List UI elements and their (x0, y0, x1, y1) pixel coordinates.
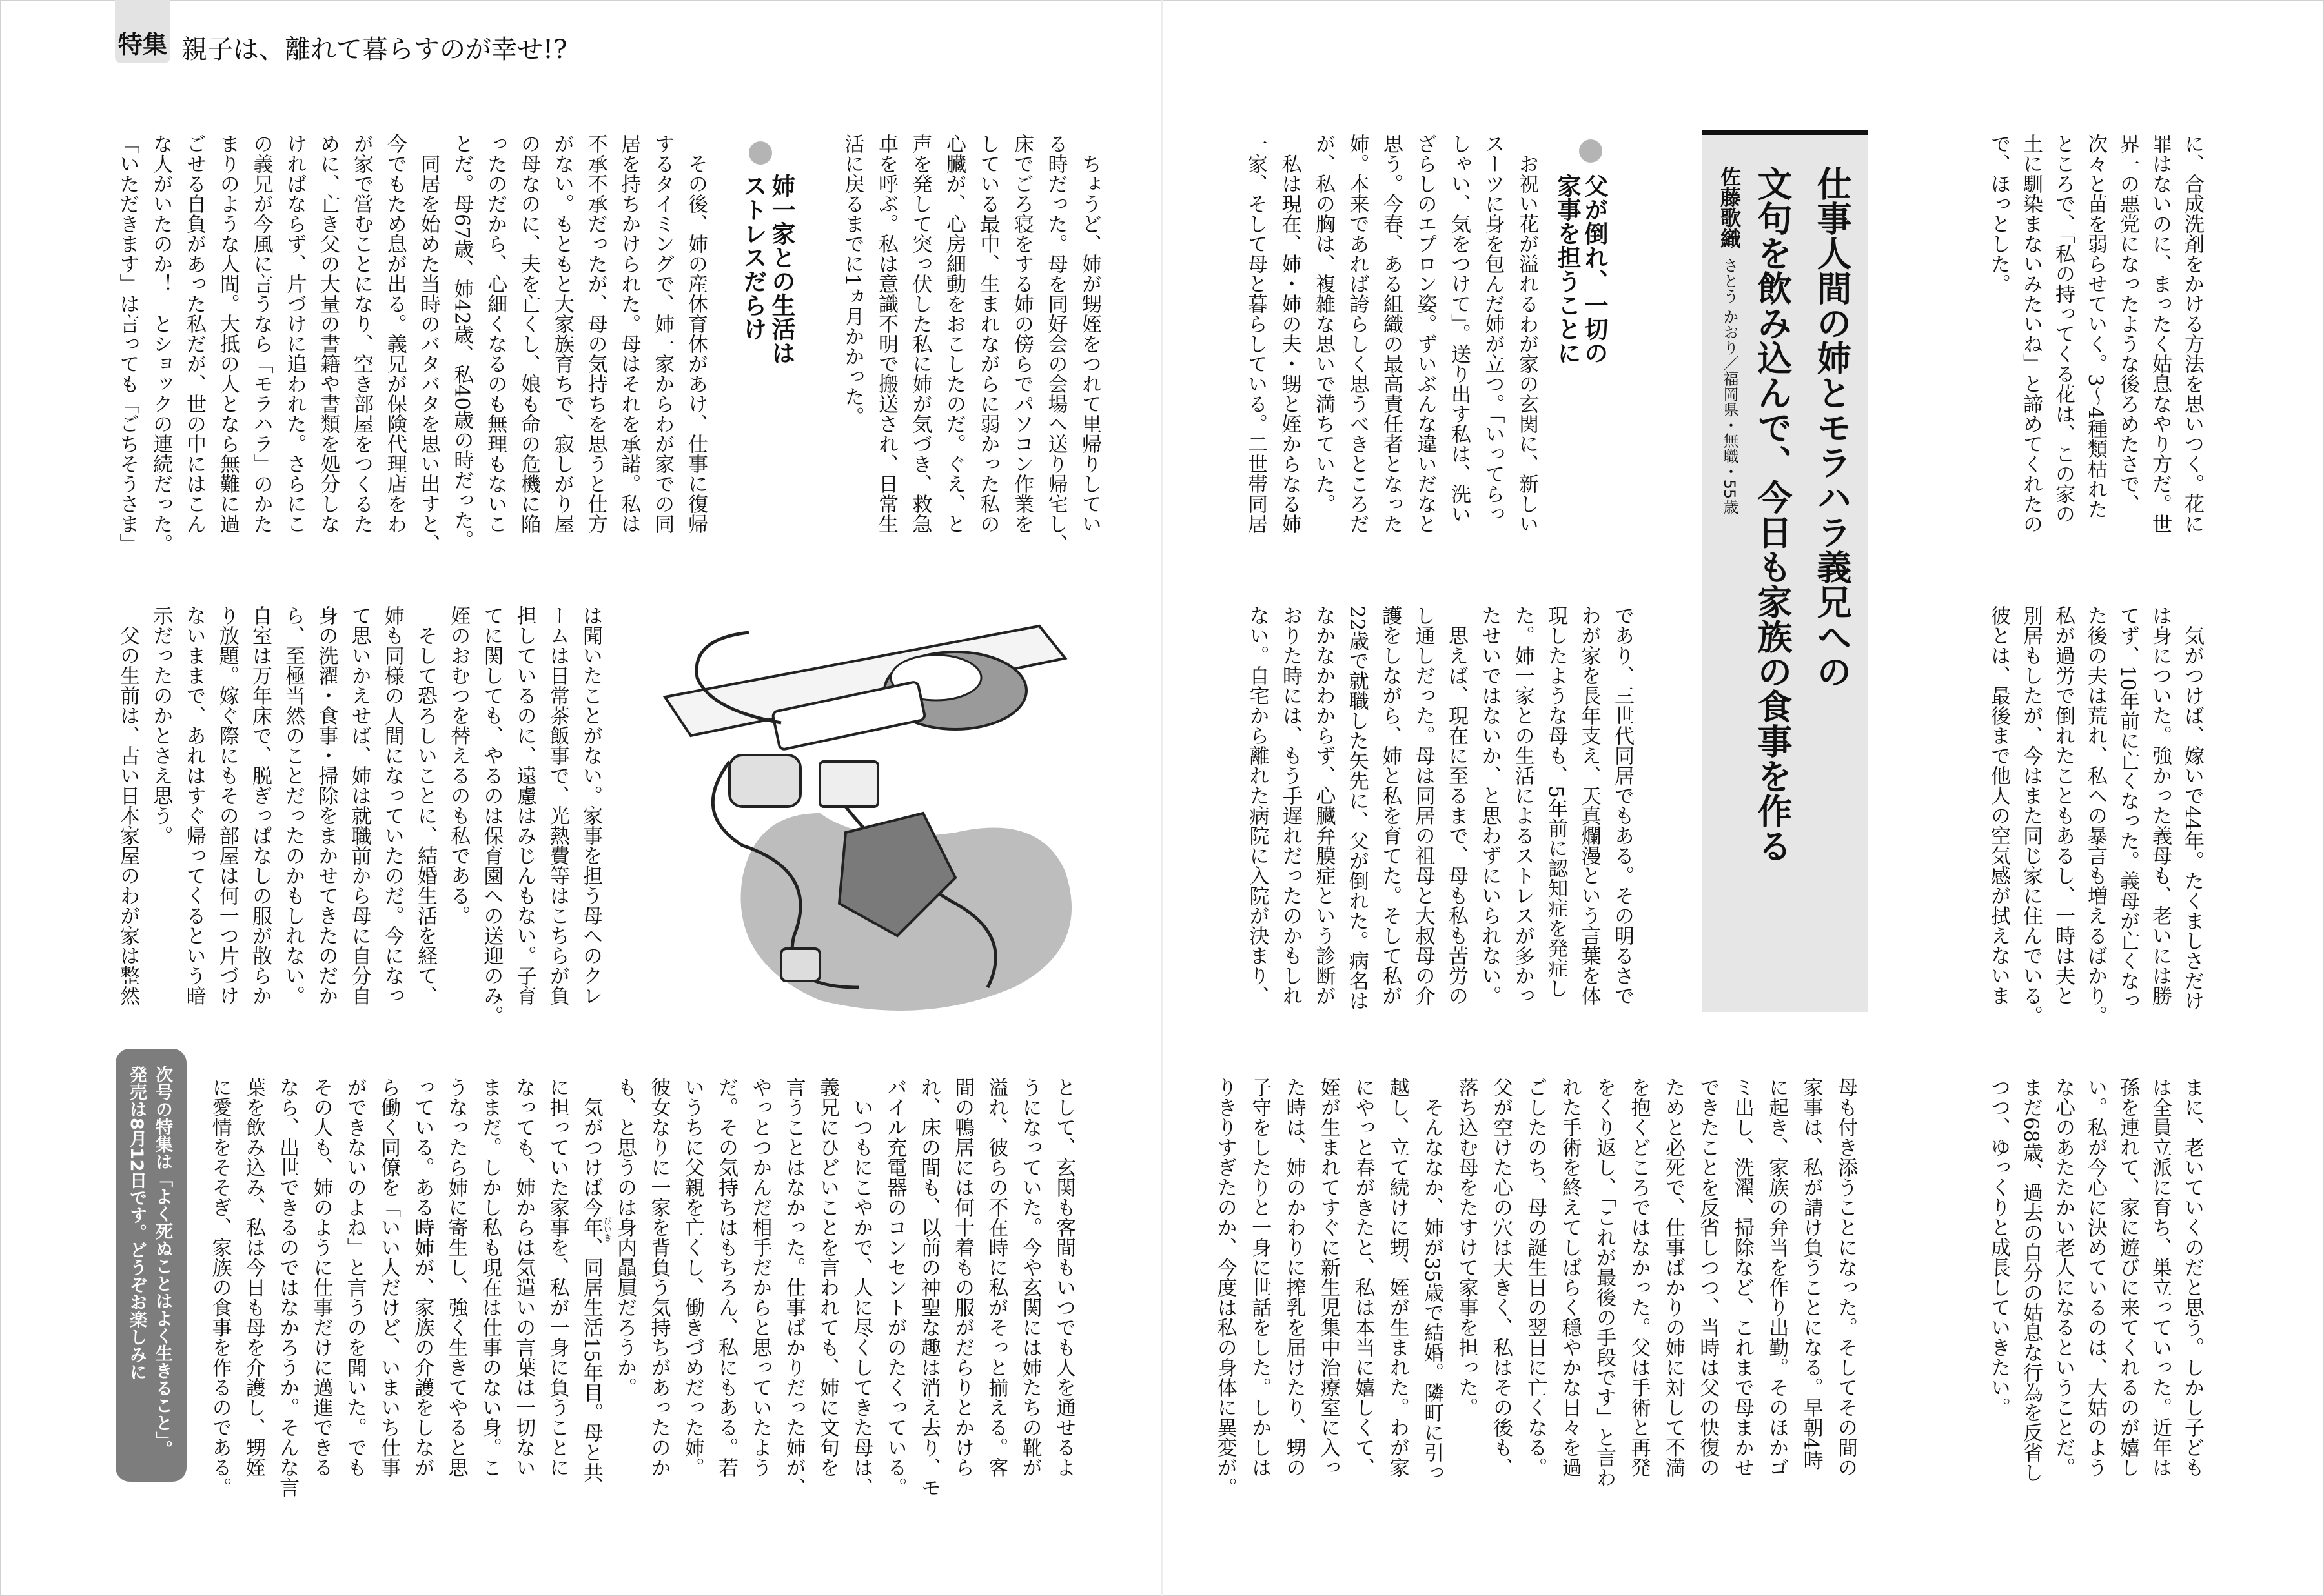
text-column: まりのような人間。大抵の人となら無難に過 (216, 134, 240, 534)
text-column: 孫を連れて、家に遊びに来てくれるのが嬉し (2116, 1077, 2139, 1477)
text-column: てに関しても、やるのは保育園への送迎のみ。 (480, 605, 504, 1025)
text-column: 声を発して突っ伏した私に姉が気づき、救急 (908, 134, 932, 534)
text-column: で、ほっとした。 (1987, 134, 2010, 294)
text-column: な人がいたのか！ とショックの連続だった。 (149, 134, 173, 554)
text-column: いつもにこやかで、人に尽くしてきた母は、 (850, 1077, 873, 1497)
text-column: てず、10年前に亡くなった。義母が亡くなっ (2116, 605, 2139, 1011)
text-column: が家で営むことになり、空き部屋をつくるた (350, 134, 374, 534)
author-meta: さとう かおり／福岡県・無職・55歳 (1720, 258, 1738, 515)
text-column: に担っていた家事を、私が一身に負うことに (545, 1077, 569, 1477)
text-column: な心のあたたかい老人になるということだ。 (2052, 1077, 2075, 1477)
text-block-right-a3 (1983, 1077, 2208, 1490)
text-block-right-b1 (1239, 134, 1544, 547)
text-column: 姪が生まれてすぐに新生児集中治療室に入っ (1316, 1077, 1340, 1477)
text-column: ないままで、あれはすぐ帰ってくるという暗 (182, 605, 206, 1005)
text-column: 義兄にひどいことを言われても、姉に文句を (815, 1077, 839, 1477)
text-block-right-b2 (1240, 605, 1638, 1018)
text-column: だ。その気持ちはもちろん、私にもある。若 (715, 1077, 739, 1477)
text-column: ができないのよね」と言うのを聞いた。でも (343, 1077, 367, 1477)
text-column: に、合成洗剤をかける方法を思いつく。花に (2181, 134, 2204, 534)
text-column: 葉を飲み込み、私は今日も母を介護し、甥姪 (241, 1077, 265, 1477)
text-block-left-3 (203, 1077, 1081, 1497)
illustration-plug (781, 949, 820, 981)
heading-line: 姉一家との生活は (768, 174, 795, 365)
section-tab-label: 特集 (117, 30, 167, 59)
text-column: を抱くどころではなかった。父は手術と再発 (1627, 1077, 1651, 1477)
text-block-left-2 (111, 605, 607, 1025)
text-column: をくり返し、「これが最後の手段です」と言わ (1593, 1077, 1616, 1488)
text-column: が、私の胸は、複雑な思いで満ちていた。 (1312, 134, 1335, 514)
text-column: 示だったのかとさえ思う。 (149, 605, 173, 845)
text-column: 今でもため息が出る。義兄が保険代理店をわ (383, 134, 407, 534)
text-column: ームは日常茶飯事で、光熱費等はこちらが負 (545, 605, 569, 1005)
text-column: まだ68歳、過去の自分の姑息な行為を反省し (2019, 1077, 2043, 1483)
text-column: ごせる自負があった私だが、世の中にはこん (183, 134, 207, 534)
text-block-right-b3 (1207, 1077, 1862, 1497)
text-column: 身の洗濯・食事・掃除をまかせてきたのだか (314, 605, 338, 1005)
text-column: できたことを反省しつつ、当時は父の快復の (1696, 1077, 1720, 1477)
text-column: 彼とは、最後まで他人の空気感が拭えないま (1987, 605, 2010, 1005)
text-column: りきりすぎたのか、今度は私の身体に異変が。 (1213, 1077, 1237, 1497)
text-column: その人も、姉のように仕事だけに邁進できる (309, 1077, 333, 1477)
text-column: ら働く同僚を「いい人だけど、いまいち仕事 (377, 1077, 401, 1477)
notice-line: 発売は8月12日です。どうぞお楽しみに (127, 1066, 147, 1381)
text-column: している最中、生まれながらに弱かった私の (976, 134, 1000, 534)
text-column: なら、出世できるのではなかろうか。そんな言 (276, 1077, 300, 1497)
text-column: 同居を始めた当時のバタバタを思い出すと、 (416, 134, 440, 554)
article-title (1742, 166, 1861, 863)
text-column: 溢れ、彼らの不在時に私がそっと揃える。客 (984, 1077, 1008, 1477)
text-column: 気がつけば、嫁いで44年。たくましさだけ (2181, 605, 2204, 1011)
text-column: 不承不承だったが、母の気持ちを思うと仕方 (584, 134, 607, 534)
text-column: 姪のおむつを替えるのも私である。 (447, 605, 471, 925)
text-column: とだ。母67歳、姉42歳、私40歳の時だった。 (450, 134, 474, 551)
text-column: り放題。嫁ぐ際にもその部屋は何一つ片づけ (215, 605, 239, 1005)
section-heading (1553, 174, 1607, 365)
text-block-right-a1 (1983, 134, 2208, 547)
title-line: 文句を飲み込んで、今日も家族の食事を作る (1752, 166, 1793, 863)
text-column: として、玄関も客間もいつでも人を通せるよ (1052, 1077, 1075, 1477)
text-column: 姉。本来であれば誇らしく思うべきところだ (1345, 134, 1369, 534)
text-column: た。姉一家との生活によるストレスが多かっ (1511, 605, 1534, 1005)
text-column: うなったら姉に寄生し、強く生きてやると思 (444, 1077, 468, 1477)
text-column: 活に戻るまでに1ヵ月かかった。 (841, 134, 864, 427)
text-column: 罪はないのに、まったく姑息なやり方だ。世 (2148, 134, 2172, 534)
section-heading (739, 174, 795, 365)
text-block-right-a2 (1983, 605, 2208, 1025)
text-column: は身についた。強かった義母も、老いには勝 (2148, 605, 2172, 1005)
text-column: ごしたのち、母の誕生日の翌日に亡くなる。 (1524, 1077, 1547, 1477)
text-column: 姉も同様の人間になっていたのだ。今になっ (380, 605, 404, 1005)
text-block-left-1b (110, 134, 712, 554)
text-column: た時は、姉のかわりに搾乳を届けたり、甥の (1282, 1077, 1306, 1477)
title-line: 仕事人間の姉とモラハラ義兄への (1811, 166, 1852, 689)
text-column: の母なのに、夫を亡くし、娘も命の危機に陥 (517, 134, 541, 534)
text-column: 次々と苗を弱らせていく。3〜4種類枯れた (2084, 134, 2107, 520)
text-column: い。私が今心に決めているのは、大姑のよう (2084, 1077, 2107, 1477)
text-column: お祝い花が溢れるわが家の玄関に、新しい (1515, 134, 1538, 534)
text-column: も、と思うのは身内贔屓だろうか。 (613, 1077, 637, 1397)
author-byline (1715, 166, 1744, 514)
text-column: 別居もしたが、今はまた同じ家に住んでいる。 (2019, 605, 2043, 1025)
text-column: にやっと春がきたと、私は本当に嬉しくて、 (1351, 1077, 1375, 1477)
text-column: し通しだった。母は同居の祖母と大叔母の介 (1411, 605, 1435, 1005)
text-column: 落ち込む母をたすけて家事を担った。 (1454, 1077, 1478, 1417)
text-column: ら、至極当然のことだったのかもしれない。 (281, 605, 305, 1005)
author-name: 佐藤歌織 (1717, 166, 1742, 248)
text-column: 現したような母も、5年前に認知症を発症し (1544, 605, 1568, 998)
spread-gutter (1161, 0, 1163, 1596)
section-tab (115, 0, 170, 63)
text-column: うになっていた。今や玄関には姉たちの靴が (1018, 1077, 1042, 1477)
text-column: ない。自宅から離れた病院に入院が決まり、 (1245, 605, 1269, 1005)
notice-line: 次号の特集は「よく死ぬことはよく生きること」。 (152, 1066, 172, 1458)
text-column: 界一の悪党になったような後ろめたさで、 (2116, 134, 2139, 514)
text-column: やっとつかんだ相手だからと思っていたよう (748, 1077, 772, 1477)
text-column: ところで、「私の持ってくる花は、この家の (2052, 134, 2075, 524)
text-column: 車を呼ぶ。私は意識不明で搬送され、日常生 (875, 134, 898, 534)
text-column: 私が過労で倒れたこともあるし、一時は夫と (2052, 605, 2075, 1005)
text-column: 自室は万年床で、脱ぎっぱなしの服が散らか (248, 605, 272, 1005)
text-column: がない。もともと大家族育ちで、寂しがり屋 (550, 134, 574, 534)
text-column: 心臓が、心房細動をおこしたのだ。ぐえ、と (943, 134, 966, 534)
text-column: ミ出し、洗濯、掃除など、これまで母まかせ (1730, 1077, 1754, 1477)
ruby-annotation: びいき (602, 1217, 611, 1242)
text-column: 土に馴染まないみたいね」と諦めてくれたの (2019, 134, 2043, 534)
text-column: た後の夫は荒れ、私への暴言も増えるばかり。 (2084, 605, 2107, 1025)
text-column: に起き、家族の弁当を作り出勤。そのほかゴ (1765, 1077, 1789, 1477)
text-column: 思えば、現在に至るまで、母も私も苦労の (1444, 605, 1468, 1005)
text-column: めに、亡き父の大量の書籍や書類を処分しな (316, 134, 340, 534)
text-column: れた手術を終えてしばらく穏やかな日々を過 (1558, 1077, 1582, 1477)
text-block-left-1a (835, 134, 1106, 554)
text-column: に愛情をそそぎ、家族の食事を作るのである。 (208, 1077, 232, 1497)
text-column: 父の生前は、古い日本家屋のわが家は整然 (116, 605, 140, 1005)
text-column: は全員立派に育ち、巣立っていった。近年は (2148, 1077, 2172, 1477)
text-column: そして恐ろしいことに、結婚生活を経て、 (413, 605, 437, 1005)
text-column: 母も付き添うことになった。そしてその間の (1834, 1077, 1857, 1477)
text-column: しゃい、気をつけて」。送り出す私は、洗い (1447, 134, 1471, 524)
text-column: 床でごろ寝をする姉の傍らでパソコン作業を (1010, 134, 1034, 534)
heading-line: ストレスだらけ (739, 174, 767, 341)
text-column: の義兄が今風に言うなら「モラハラ」のかた (249, 134, 273, 534)
text-column: 「いただきます」は言っても「ごちそうさま」 (116, 134, 139, 554)
text-column: 間の鴨居には何十着もの服がだらりとかけら (951, 1077, 975, 1477)
text-column: つつ、ゆっくりと成長していきたい。 (1987, 1077, 2010, 1417)
illustration-phone (729, 755, 800, 807)
text-column: ちょうど、姉が甥姪をつれて里帰りしてい (1078, 134, 1101, 534)
text-column: 越し、立て続けに甥、姪が生まれた。わが家 (1385, 1077, 1409, 1477)
heading-bullet-icon (749, 141, 772, 165)
text-column: は聞いたことがない。家事を担う母へのクレ (579, 605, 602, 1005)
running-title: 親子は、離れて暮らすのが幸せ!? (181, 35, 567, 65)
text-column: であり、三世代同居でもある。その明るさで (1611, 605, 1634, 1005)
text-column: スーツに身を包んだ姉が立つ。「いってらっ (1481, 134, 1505, 524)
next-issue-notice (116, 1049, 187, 1482)
heading-bullet-icon (1579, 139, 1602, 163)
text-column: 護をしながら、姉と私を育てた。そして私が (1378, 605, 1402, 1005)
text-column: 22歳で就職した矢先に、父が倒れた。病名は (1345, 605, 1369, 1011)
text-column: なっても、姉からは気遣いの言葉は一切ない (512, 1077, 536, 1477)
text-column: 言うことはなかった。仕事ばかりだった姉が、 (782, 1077, 806, 1497)
text-column: 居を持ちかけられた。母はそれを承諾。私は (617, 134, 641, 534)
text-column: ためと必死で、仕事ばかりの姉に対して不満 (1661, 1077, 1685, 1477)
text-column: 一家、そして母と暮らしている。二世帯同居 (1244, 134, 1267, 534)
heading-line: 家事を担うことに (1553, 174, 1581, 365)
illustration-messy-floor (652, 600, 1097, 1026)
text-column: バイル充電器のコンセントがのたくっている。 (883, 1077, 907, 1497)
text-column: おりた時には、もう手遅れだったのかもしれ (1278, 605, 1302, 1005)
text-column: る時だった。母を同好会の会場へ送り帰宅し、 (1044, 134, 1068, 554)
text-column: 彼女なりに一家を背負う気持ちがあったのか (647, 1077, 671, 1477)
text-column: まに、老いていくのだと思う。しかし子ども (2181, 1077, 2204, 1477)
text-column: 子守をしたりと一身に世話をした。しかしは (1248, 1077, 1272, 1477)
text-column: なかなかわからず、心臓弁膜症という診断が (1312, 605, 1336, 1005)
heading-line: 父が倒れ、一切の (1580, 174, 1608, 365)
text-column: ざらしのエプロン姿。ずいぶんな違いだなと (1413, 134, 1437, 534)
text-column: いうちに父親を亡くし、働きづめだった姉。 (680, 1077, 704, 1477)
text-column: 思う。今春、ある組織の最高責任者となった (1380, 134, 1403, 534)
text-column: 担しているのに、遠慮はみじんもない。子育 (513, 605, 536, 1005)
text-column: て思いかえせば、姉は就職前から母に自分自 (347, 605, 371, 1005)
text-column: ったのだから、心細くなるのも無理もないこ (484, 134, 507, 534)
text-column: っている。ある時姉が、家族の介護をしなが (411, 1077, 434, 1477)
text-column: 父が空けた心の穴は大きく、私はその後も、 (1489, 1077, 1513, 1477)
text-column: 私は現在、姉・姉の夫・甥と姪からなる姉 (1278, 134, 1301, 534)
text-column: 気がつけば今年、同居生活15年目。母と共 (579, 1077, 603, 1483)
text-column: たせいではないか、と思わずにいられない。 (1478, 605, 1502, 1005)
text-column: れ、床の間も、以前の神聖な趣は消え去り、モ (917, 1077, 941, 1497)
text-column: 家事は、私が請け負うことになる。早朝4時 (1799, 1077, 1823, 1470)
illustration-adapter (820, 762, 878, 807)
text-column: そんななか、姉が35歳で結婚。隣町に引っ (1420, 1077, 1444, 1483)
text-column: わが家を長年支え、天真爛漫という言葉を体 (1577, 605, 1601, 1005)
text-column: ままだ。しかし私も現在は仕事のない身。こ (478, 1077, 502, 1477)
text-column: するタイミングで、姉一家からわが家での同 (651, 134, 675, 534)
article-title-box (1702, 130, 1868, 1012)
text-column: ければならず、片づけに追われた。さらにこ (283, 134, 307, 534)
text-column: その後、姉の産休育休があけ、仕事に復帰 (684, 134, 708, 534)
